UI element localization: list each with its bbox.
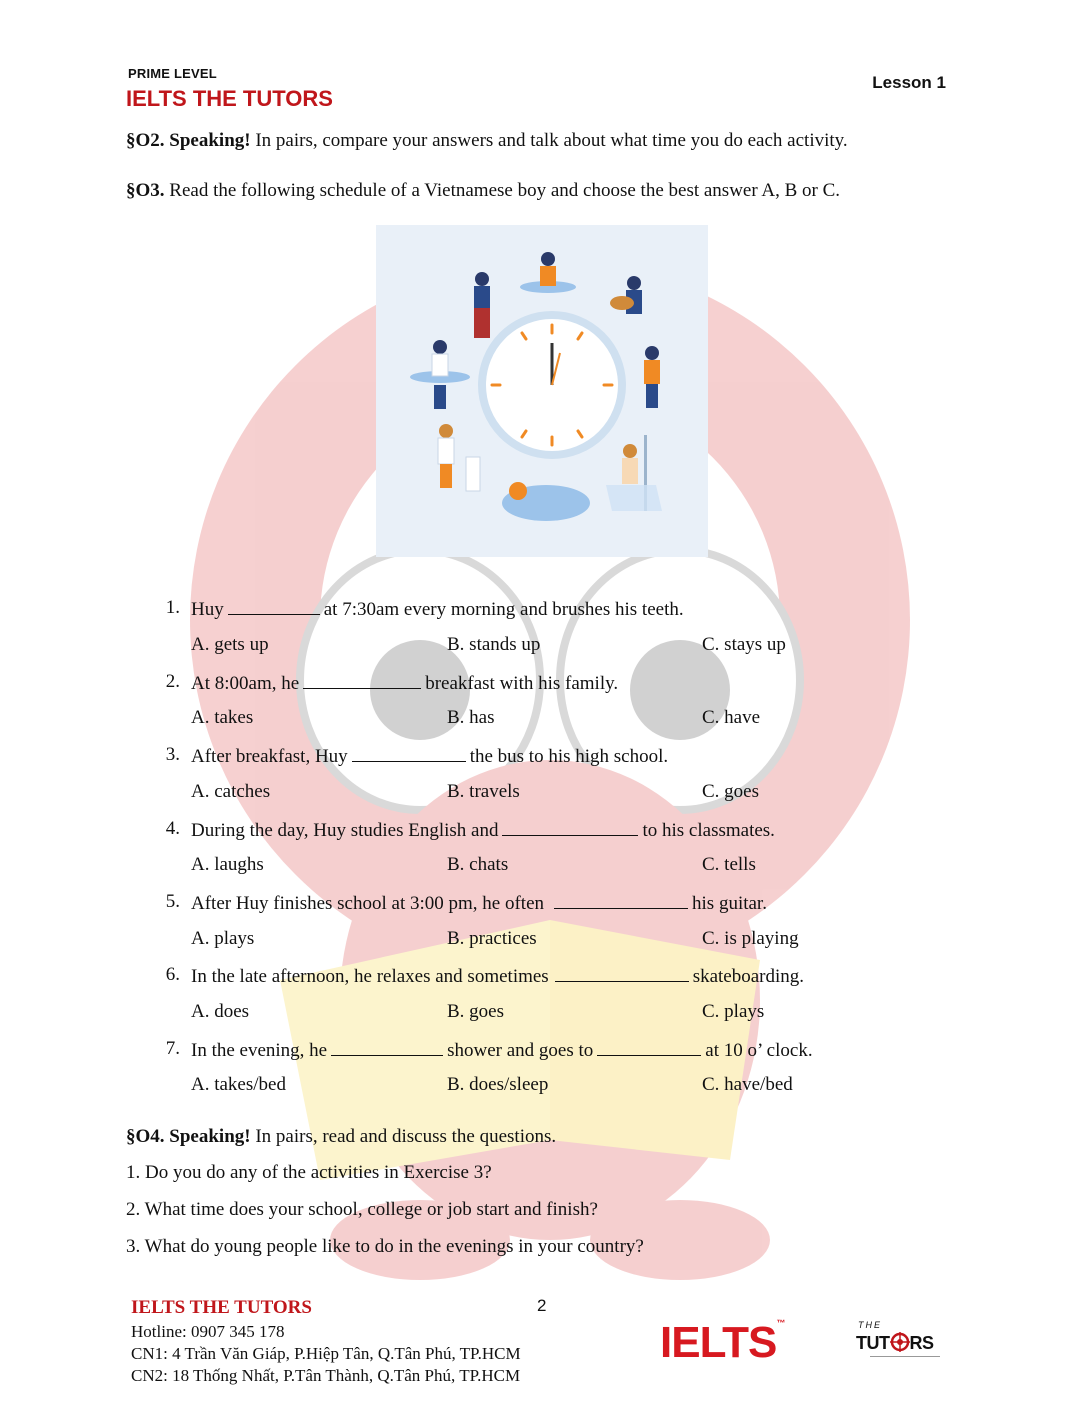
exercise-o4-bold: Speaking! bbox=[169, 1126, 251, 1147]
exercise-o2 bbox=[126, 129, 848, 153]
tutors-logo-left: TUT bbox=[856, 1333, 890, 1353]
option-a[interactable]: A. gets up bbox=[191, 634, 269, 655]
answer-blank[interactable] bbox=[331, 1037, 443, 1056]
brand-title: IELTS THE TUTORS bbox=[126, 86, 333, 111]
question-number: 6. bbox=[165, 964, 180, 985]
question-text bbox=[191, 743, 668, 769]
option-c[interactable]: C. tells bbox=[702, 854, 756, 875]
question-before: In the late afternoon, he relaxes and sometimes bbox=[191, 966, 549, 987]
option-c[interactable]: C. is playing bbox=[702, 928, 799, 949]
question-before: After Huy finishes school at 3:00 pm, he often bbox=[191, 893, 545, 914]
answer-blank[interactable] bbox=[303, 670, 421, 689]
question-number: 1. bbox=[165, 597, 180, 618]
question-after: at 10 o’ clock. bbox=[705, 1040, 813, 1061]
footer-address-1: CN1: 4 Trần Văn Giáp, P.Hiệp Tân, Q.Tân Phú, TP.HCM bbox=[131, 1344, 521, 1363]
exercise-o3 bbox=[126, 179, 840, 203]
footer-brand: IELTS THE TUTORS bbox=[131, 1297, 312, 1318]
question-before: Huy bbox=[191, 599, 224, 620]
question-text bbox=[191, 596, 684, 622]
option-b[interactable]: B. stands up bbox=[447, 634, 541, 655]
ielts-logo-tm: ™ bbox=[776, 1318, 786, 1328]
answer-blank[interactable] bbox=[597, 1037, 701, 1056]
question-number: 5. bbox=[165, 891, 180, 912]
exercise-o3-label: §O3. bbox=[126, 180, 165, 201]
question-after: breakfast with his family. bbox=[425, 673, 619, 694]
option-c[interactable]: C. plays bbox=[702, 1001, 765, 1022]
question-after: to his classmates. bbox=[642, 820, 775, 841]
option-a[interactable]: A. laughs bbox=[191, 854, 264, 875]
question-number: 7. bbox=[165, 1038, 180, 1059]
option-c[interactable]: C. have/bed bbox=[702, 1074, 793, 1095]
option-a[interactable]: A. takes/bed bbox=[191, 1074, 286, 1095]
option-a[interactable]: A. takes bbox=[191, 707, 254, 728]
tutors-logo-wordmark bbox=[856, 1332, 934, 1354]
exercise-o2-text: In pairs, compare your answers and talk about what time you do each activity. bbox=[255, 130, 848, 151]
target-icon bbox=[890, 1332, 910, 1352]
discussion-question: 3. What do young people like to do in the evenings in your country? bbox=[126, 1236, 644, 1257]
discussion-question: 2. What time does your school, college or job start and finish? bbox=[126, 1199, 598, 1220]
answer-blank[interactable] bbox=[502, 817, 638, 836]
ielts-logo-text: IELTS bbox=[660, 1318, 777, 1367]
clock-activities-image bbox=[376, 225, 708, 557]
level-label: PRIME LEVEL bbox=[128, 66, 217, 81]
page-number: 2 bbox=[537, 1296, 547, 1315]
option-a[interactable]: A. catches bbox=[191, 781, 271, 802]
option-b[interactable]: B. practices bbox=[447, 928, 537, 949]
question-text bbox=[191, 817, 775, 843]
option-c[interactable]: C. goes bbox=[702, 781, 759, 802]
question-text bbox=[191, 670, 618, 696]
exercise-o3-text: Read the following schedule of a Vietnamese boy and choose the best answer A, B or C. bbox=[169, 180, 841, 201]
question-number: 4. bbox=[165, 818, 180, 839]
answer-blank[interactable] bbox=[352, 743, 466, 762]
question-text bbox=[191, 890, 767, 916]
the-tutors-logo bbox=[856, 1318, 946, 1364]
discussion-question: 1. Do you do any of the activities in Exercise 3? bbox=[126, 1162, 492, 1183]
exercise-o4 bbox=[126, 1125, 556, 1149]
question-after: skateboarding. bbox=[692, 966, 805, 987]
answer-blank[interactable] bbox=[555, 963, 689, 982]
answer-blank[interactable] bbox=[554, 890, 688, 909]
exercise-o4-text: In pairs, read and discuss the questions. bbox=[255, 1126, 557, 1147]
exercise-o4-label: §O4. bbox=[126, 1126, 165, 1147]
option-b[interactable]: B. does/sleep bbox=[447, 1074, 549, 1095]
question-after: his guitar. bbox=[692, 893, 767, 914]
question-number: 3. bbox=[165, 744, 180, 765]
option-c[interactable]: C. have bbox=[702, 707, 761, 728]
question-before: At 8:00am, he bbox=[191, 673, 300, 694]
question-before: After breakfast, Huy bbox=[191, 746, 348, 767]
question-text bbox=[191, 1037, 813, 1063]
tutors-logo-right: RS bbox=[909, 1333, 934, 1353]
tutors-logo-rule bbox=[870, 1356, 940, 1357]
option-b[interactable]: B. has bbox=[447, 707, 495, 728]
exercise-o2-label: §O2. bbox=[126, 130, 165, 151]
footer-address-2: CN2: 18 Thống Nhất, P.Tân Thành, Q.Tân Phú, TP.HCM bbox=[131, 1366, 521, 1385]
option-a[interactable]: A. plays bbox=[191, 928, 255, 949]
option-a[interactable]: A. does bbox=[191, 1001, 250, 1022]
question-before: During the day, Huy studies English and bbox=[191, 820, 499, 841]
question-number: 2. bbox=[165, 671, 180, 692]
question-middle: shower and goes to bbox=[447, 1040, 594, 1061]
footer-hotline: Hotline: 0907 345 178 bbox=[131, 1322, 285, 1341]
daily-schedule-illustration bbox=[376, 225, 708, 557]
tutors-logo-the: THE bbox=[858, 1320, 882, 1330]
option-c[interactable]: C. stays up bbox=[702, 634, 786, 655]
question-before: In the evening, he bbox=[191, 1040, 328, 1061]
question-after: at 7:30am every morning and brushes his teeth. bbox=[323, 599, 684, 620]
exercise-o2-bold: Speaking! bbox=[169, 130, 251, 151]
option-b[interactable]: B. chats bbox=[447, 854, 509, 875]
question-after: the bus to his high school. bbox=[469, 746, 669, 767]
option-b[interactable]: B. travels bbox=[447, 781, 520, 802]
option-b[interactable]: B. goes bbox=[447, 1001, 504, 1022]
ielts-logo bbox=[660, 1318, 785, 1368]
answer-blank[interactable] bbox=[228, 596, 320, 615]
lesson-label: Lesson 1 bbox=[872, 73, 946, 92]
question-text bbox=[191, 963, 804, 989]
